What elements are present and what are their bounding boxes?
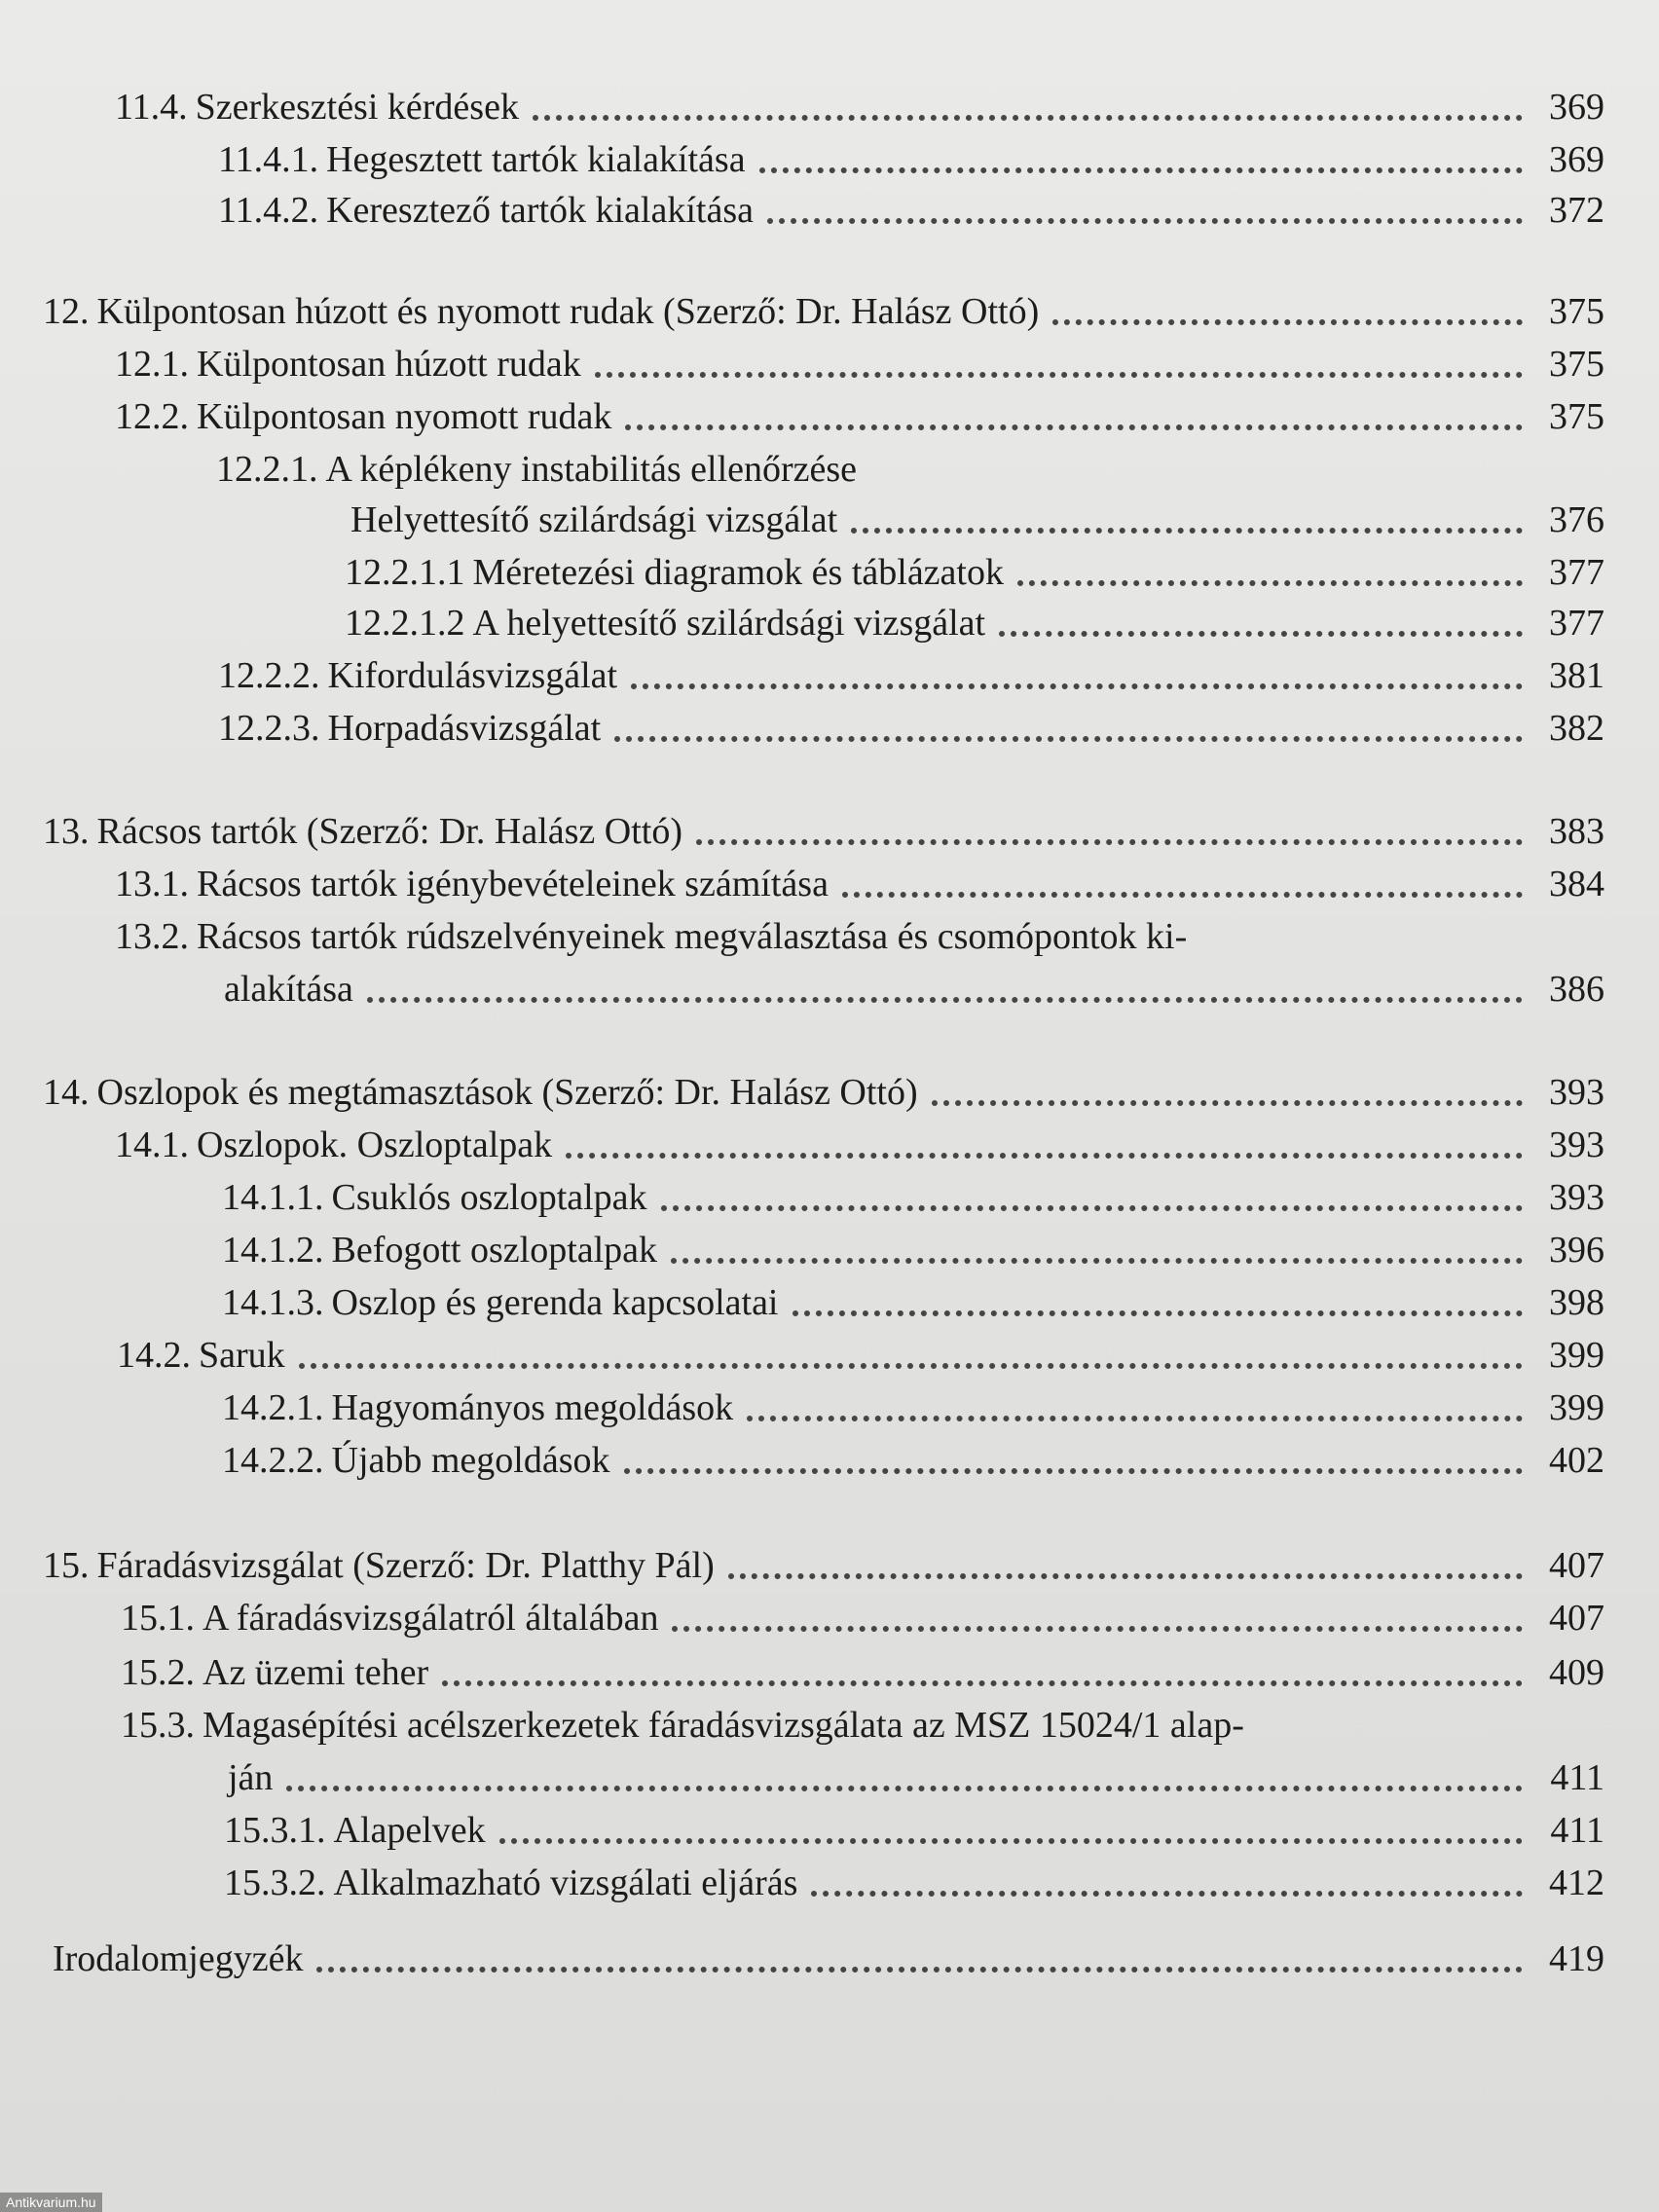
toc-leader [533, 115, 1523, 121]
toc-leader [614, 736, 1523, 742]
toc-entry [121, 1647, 1604, 1696]
toc-page: 369 [1549, 139, 1604, 180]
toc-entry [345, 547, 1604, 596]
toc-title: Szerkesztési kérdések [195, 87, 519, 128]
toc-title: Rácsos tartók rúdszelvényeinek megválasztása és csomópontok ki- [197, 916, 1188, 957]
toc-page: 375 [1549, 344, 1604, 385]
toc-number: 15.2. [121, 1652, 195, 1693]
toc-page: 398 [1549, 1282, 1604, 1323]
toc-page: 369 [1549, 87, 1604, 128]
toc-entry [43, 806, 1604, 855]
toc-title: Méretezési diagramok és táblázatok [472, 552, 1004, 593]
toc-title: Külpontosan húzott és nyomott rudak (Szerző: Dr. Halász Ottó) [96, 291, 1040, 332]
toc-entry [345, 598, 1604, 646]
toc-page: 393 [1549, 1177, 1604, 1218]
toc-title: Horpadásvizsgálat [327, 708, 602, 749]
toc-title: Helyettesítő szilárdsági vizsgálat [350, 499, 838, 540]
toc-entry [216, 444, 1604, 493]
toc-entry [115, 859, 1604, 907]
toc-entry [218, 703, 1604, 752]
toc-number: 12.2. [115, 396, 189, 437]
toc-entry [218, 134, 1604, 183]
toc-title: Magasépítési acélszerkezetek fáradásvizsgálata az MSZ 15024/1 alap- [203, 1705, 1244, 1746]
toc-title: Fáradásvizsgálat (Szerző: Dr. Platthy Pál) [96, 1545, 715, 1586]
toc-page: 396 [1549, 1230, 1604, 1271]
toc-number: 14. [43, 1072, 90, 1113]
toc-number: 11.4. [115, 87, 188, 128]
toc-page: 407 [1549, 1545, 1604, 1586]
toc-number: 14.2.2. [222, 1440, 324, 1481]
toc-entry [121, 1700, 1604, 1749]
toc-title: Hagyományos megoldások [331, 1387, 734, 1428]
toc-title: Újabb megoldások [331, 1440, 610, 1481]
toc-leader [316, 1967, 1523, 1972]
toc-entry [222, 1225, 1604, 1273]
toc-page: 386 [1549, 969, 1604, 1010]
toc-leader [299, 1363, 1523, 1369]
toc-entry [218, 185, 1604, 234]
toc-entry [224, 1858, 1604, 1906]
toc-page: 419 [1549, 1938, 1604, 1979]
toc-title: Saruk [199, 1335, 285, 1376]
toc-number: 11.4.1. [218, 139, 319, 180]
toc-page: 402 [1549, 1440, 1604, 1481]
toc-leader [842, 892, 1523, 898]
toc-entry [343, 495, 1604, 543]
toc-leader [595, 372, 1523, 378]
toc-page: 409 [1549, 1652, 1604, 1693]
toc-leader [672, 1626, 1523, 1632]
toc-number: 14.1.3. [222, 1282, 324, 1323]
toc-leader [999, 631, 1523, 637]
toc-title: ján [228, 1757, 274, 1798]
toc-page: 393 [1549, 1072, 1604, 1113]
toc-number: 14.1.1. [222, 1177, 324, 1218]
toc-number: 11.4.2. [218, 190, 319, 231]
toc-number: 15.3.2. [224, 1862, 326, 1903]
toc-leader [367, 997, 1523, 1003]
toc-title: Oszlopok. Oszloptalpak [197, 1124, 553, 1165]
toc-leader [728, 1573, 1523, 1579]
toc-number: 14.1. [115, 1124, 189, 1165]
toc-title: Rácsos tartók (Szerző: Dr. Halász Ottó) [96, 811, 682, 852]
toc-title: Irodalomjegyzék [53, 1938, 304, 1979]
toc-leader [442, 1680, 1523, 1686]
toc-page: 377 [1549, 552, 1604, 593]
toc-entry [224, 1805, 1604, 1854]
toc-page: 381 [1549, 655, 1604, 696]
toc-number: 13. [43, 811, 90, 852]
toc-entry [220, 1752, 1604, 1801]
toc-number: 14.2.1. [222, 1387, 324, 1428]
toc-title: Keresztező tartók kialakítása [326, 190, 754, 231]
toc-leader [851, 528, 1523, 534]
toc-entry [115, 391, 1604, 440]
toc-entry [115, 1120, 1604, 1168]
toc-page: 375 [1549, 396, 1604, 437]
toc-page: 399 [1549, 1387, 1604, 1428]
toc-title: Külpontosan húzott rudak [197, 344, 581, 385]
toc-entry [222, 1435, 1604, 1484]
toc-page: 383 [1549, 811, 1604, 852]
toc-number: 12.2.1. [216, 449, 318, 490]
toc-entry [117, 1330, 1604, 1379]
toc-number: 12.2.1.1 [345, 552, 465, 593]
toc-page: 399 [1549, 1335, 1604, 1376]
toc-number: 12.1. [115, 344, 189, 385]
toc-title: A képlékeny instabilitás ellenőrzése [325, 449, 858, 490]
toc-entry [222, 1172, 1604, 1221]
toc-leader [631, 683, 1523, 689]
toc-number: 14.2. [117, 1335, 191, 1376]
watermark: Antikvarium.hu [0, 2193, 102, 2212]
toc-title: Rácsos tartók igénybevételeinek számítása [197, 864, 829, 904]
toc-page: 375 [1549, 291, 1604, 332]
toc-number: 15. [43, 1545, 90, 1586]
toc-leader [1052, 319, 1523, 325]
toc-entry [43, 1540, 1604, 1589]
toc-page: 411 [1550, 1757, 1604, 1798]
toc-number: 12.2.2. [218, 655, 320, 696]
toc-title: Oszlop és gerenda kapcsolatai [331, 1282, 779, 1323]
toc-title: A fáradásvizsgálatról általában [203, 1598, 659, 1639]
toc-entry [115, 911, 1604, 960]
toc-leader [625, 424, 1523, 430]
toc-title: Oszlopok és megtámasztások (Szerző: Dr. Halász Ottó) [96, 1072, 918, 1113]
toc-title: Hegesztett tartók kialakítása [326, 139, 746, 180]
toc-leader [661, 1205, 1523, 1211]
toc-title: Kifordulásvizsgálat [327, 655, 618, 696]
toc-entry [222, 1382, 1604, 1431]
toc-leader [624, 1468, 1523, 1474]
toc-page: 407 [1549, 1598, 1604, 1639]
toc-number: 15.3.1. [224, 1810, 326, 1851]
toc-page: 412 [1549, 1862, 1604, 1903]
toc-title: Alapelvek [333, 1810, 486, 1851]
toc-number: 15.1. [121, 1598, 195, 1639]
toc-title: Csuklós oszloptalpak [331, 1177, 647, 1218]
toc-entry-bibliography [45, 1934, 1604, 1982]
toc-title: Alkalmazható vizsgálati eljárás [333, 1862, 798, 1903]
toc-leader [671, 1258, 1523, 1264]
toc-title: Külpontosan nyomott rudak [197, 396, 612, 437]
toc-entry [218, 650, 1604, 699]
toc-entry [43, 1067, 1604, 1116]
toc-number: 13.2. [115, 916, 189, 957]
toc-title: Az üzemi teher [203, 1652, 429, 1693]
toc-number: 15.3. [121, 1705, 195, 1746]
toc-leader [696, 839, 1523, 845]
toc-page: 372 [1549, 190, 1604, 231]
toc-entry [115, 82, 1604, 130]
toc-leader [759, 167, 1523, 173]
toc-leader [286, 1786, 1523, 1791]
toc-entry [216, 964, 1604, 1013]
toc-leader [767, 218, 1523, 224]
toc-leader [932, 1100, 1523, 1106]
toc-title: Befogott oszloptalpak [331, 1230, 658, 1271]
toc-entry [43, 286, 1604, 335]
toc-page: 377 [1549, 603, 1604, 644]
toc-page: 382 [1549, 708, 1604, 749]
toc-entry [222, 1277, 1604, 1326]
toc-title: A helyettesítő szilárdsági vizsgálat [472, 603, 986, 644]
toc-page: 411 [1550, 1810, 1604, 1851]
toc-title: alakítása [224, 969, 353, 1010]
toc-number: 14.1.2. [222, 1230, 324, 1271]
toc-leader [566, 1153, 1523, 1159]
toc-entry [115, 339, 1604, 387]
toc-page: 384 [1549, 864, 1604, 904]
toc-leader [499, 1838, 1523, 1844]
toc-leader [793, 1310, 1524, 1316]
toc-page: 393 [1549, 1124, 1604, 1165]
toc-number: 12. [43, 291, 90, 332]
toc-number: 12.2.1.2 [345, 603, 465, 644]
toc-number: 13.1. [115, 864, 189, 904]
toc-leader [747, 1416, 1523, 1421]
toc-entry [121, 1593, 1604, 1641]
toc-page: 376 [1549, 499, 1604, 540]
toc-number: 12.2.3. [218, 708, 320, 749]
toc-leader [1017, 580, 1523, 586]
toc-leader [811, 1891, 1523, 1897]
